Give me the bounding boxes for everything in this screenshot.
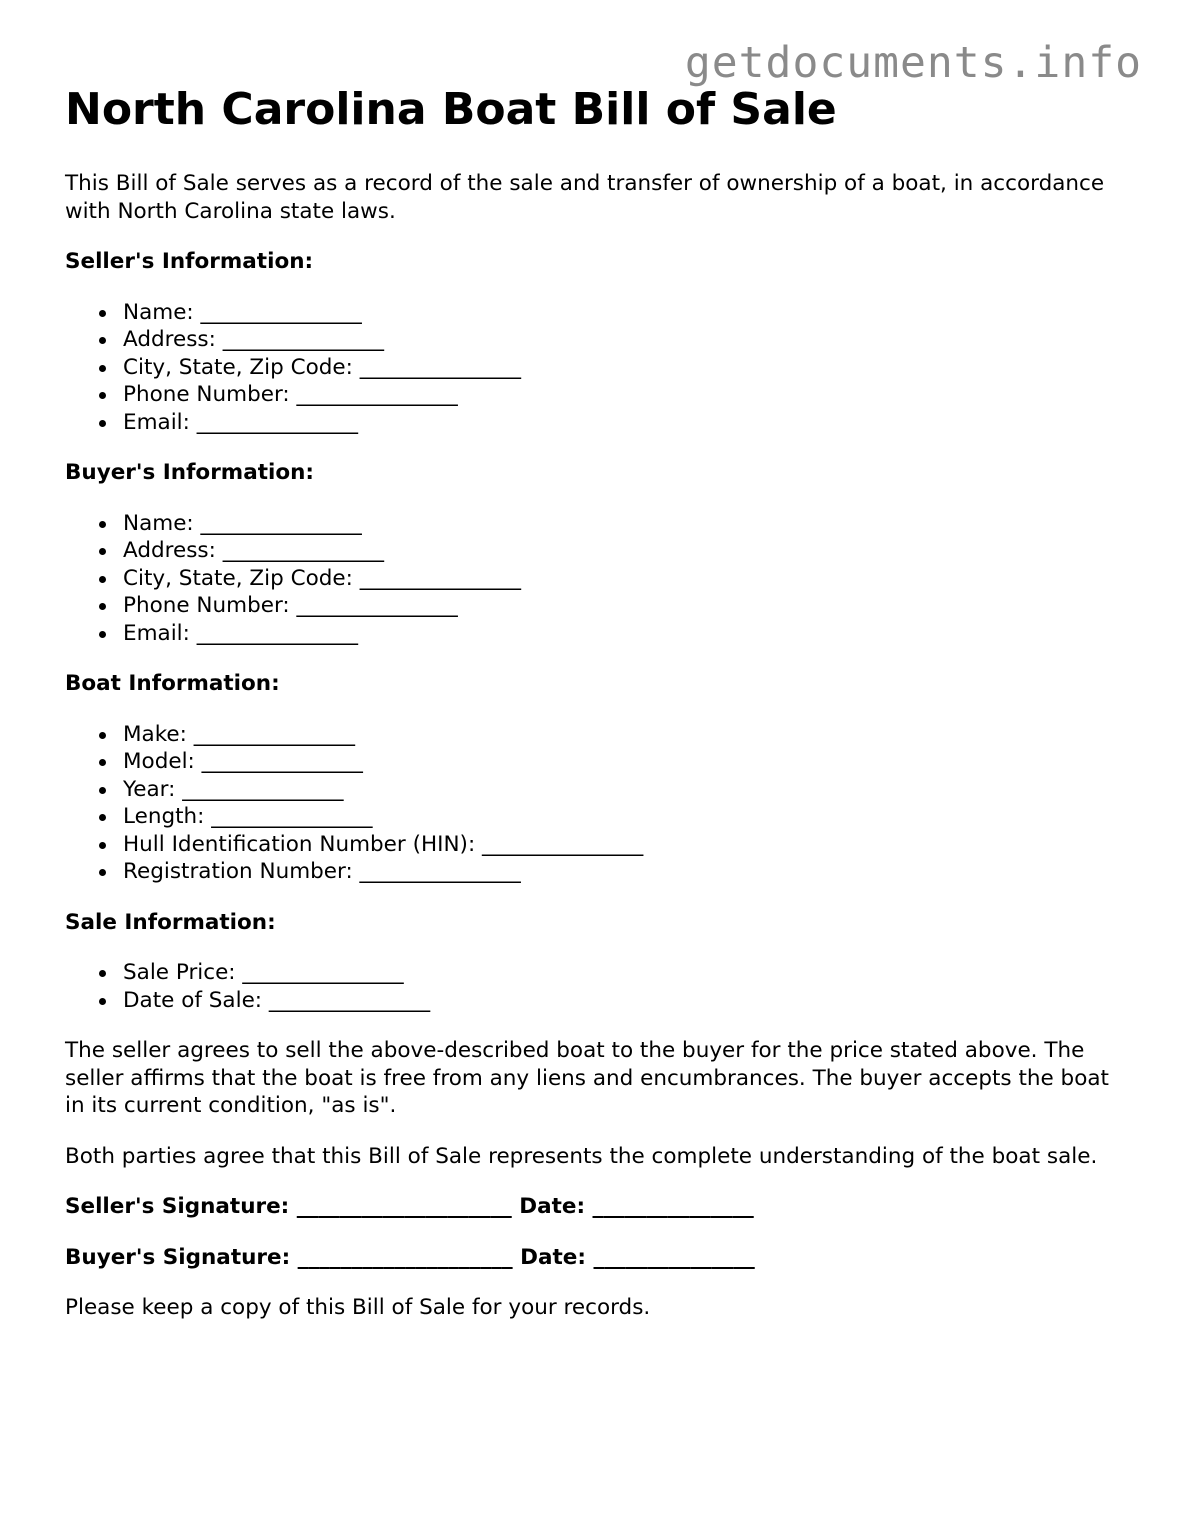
- seller-email-field: Email: _______________: [123, 409, 1125, 437]
- buyer-fields-list: [65, 510, 1125, 648]
- closing-note: Please keep a copy of this Bill of Sale for your records.: [65, 1295, 651, 1320]
- boat-model-field: Model: _______________: [123, 748, 1125, 776]
- complete-understanding-paragraph: Both parties agree that this Bill of Sale represents the complete understanding of the boat sale.: [65, 1143, 1098, 1169]
- seller-heading: Seller's Information:: [65, 249, 314, 274]
- watermark: getdocuments.info: [684, 38, 1142, 88]
- page-title: North Carolina Boat Bill of Sale: [65, 84, 837, 135]
- buyer-signature-line: Buyer's Signature: ____________________ Date: _______________: [65, 1244, 755, 1270]
- seller-address-field: Address: _______________: [123, 326, 1125, 354]
- seller-fields-list: [65, 299, 1125, 437]
- sale-fields-list: [65, 959, 1125, 1014]
- boat-registration-field: Registration Number: _______________: [123, 858, 1125, 886]
- sale-date-field: Date of Sale: _______________: [123, 987, 1125, 1015]
- seller-signature-line: Seller's Signature: ____________________ Date: _______________: [65, 1194, 754, 1219]
- boat-year-field: Year: _______________: [123, 776, 1125, 804]
- buyer-phone-field: Phone Number: _______________: [123, 592, 1125, 620]
- document-page: [65, 84, 1125, 1322]
- buyer-email-field: Email: _______________: [123, 620, 1125, 648]
- boat-length-field: Length: _______________: [123, 803, 1125, 831]
- seller-city-state-zip-field: City, State, Zip Code: _______________: [123, 354, 1125, 382]
- boat-heading: Boat Information:: [65, 671, 280, 696]
- seller-phone-field: Phone Number: _______________: [123, 381, 1125, 409]
- sale-heading: Sale Information:: [65, 909, 276, 935]
- sale-price-field: Sale Price: _______________: [123, 959, 1125, 987]
- boat-hin-field: Hull Identification Number (HIN): _______________: [123, 831, 1125, 859]
- intro-paragraph: This Bill of Sale serves as a record of the sale and transfer of ownership of a boat, in accordance with North Carolina state laws.: [65, 171, 1105, 224]
- buyer-name-field: Name: _______________: [123, 510, 1125, 538]
- boat-fields-list: [65, 721, 1125, 886]
- buyer-address-field: Address: _______________: [123, 537, 1125, 565]
- boat-make-field: Make: _______________: [123, 721, 1125, 749]
- agreement-paragraph: The seller agrees to sell the above-described boat to the buyer for the price stated above. The seller affirms that the boat is free from any liens and encumbrances. The buyer accepts the boat in its current condition, "as is".: [65, 1038, 1109, 1118]
- buyer-heading: Buyer's Information:: [65, 460, 315, 485]
- seller-name-field: Name: _______________: [123, 299, 1125, 327]
- buyer-city-state-zip-field: City, State, Zip Code: _______________: [123, 565, 1125, 593]
